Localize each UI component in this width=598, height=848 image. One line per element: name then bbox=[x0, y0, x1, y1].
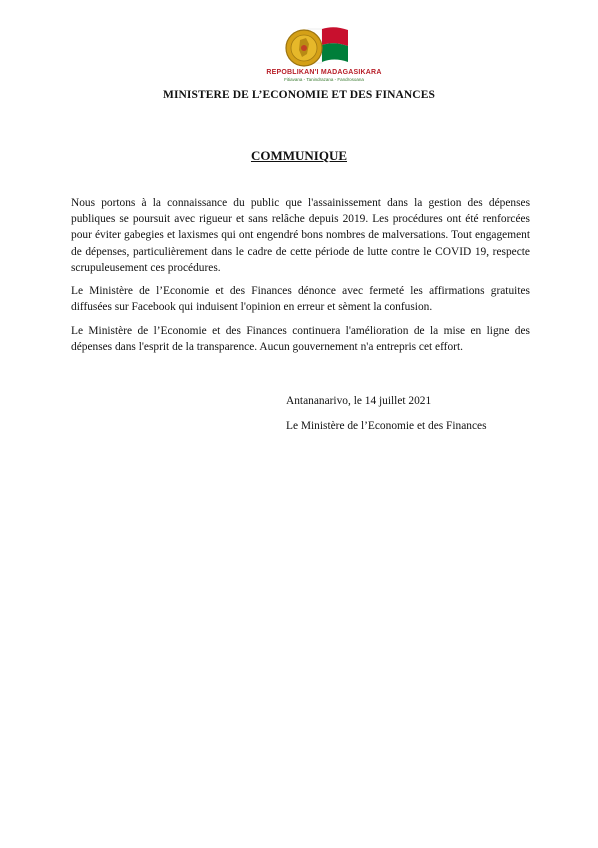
madagascar-seal-and-flag-icon bbox=[256, 24, 392, 70]
paragraph-1: Nous portons à la connaissance du public que l'assainissement dans la gestion des dépenses publiques se poursuit avec rigueur et sans relâche depuis 2019. Les procédures ont été renforcées pour éviter gabegies et laxismes qui ont engendré bons nombres de malversations. Tout engagement de dépenses, particulièrement dans le cadre de cette période de lutte contre le COVID 19, respecte scrupuleusement ces procédures. bbox=[71, 197, 530, 274]
logo-country-name: REPOBLIKAN'I MADAGASIKARA bbox=[266, 69, 382, 76]
logo-motto: Fitiavana - Tanindrazana - Fandrosoana bbox=[284, 77, 364, 82]
place-and-date: Antananarivo, le 14 juillet 2021 bbox=[286, 395, 432, 407]
paragraph-2: Le Ministère de l’Economie et des Finances dénonce avec fermeté les affirmations gratuites diffusées sur Facebook qui induisent l'opinion en erreur et sèment la confusion. bbox=[71, 285, 530, 314]
signatory: Le Ministère de l’Economie et des Finances bbox=[286, 420, 487, 432]
document-title: COMMUNIQUE bbox=[250, 148, 348, 163]
madagascar-emblem-logo bbox=[256, 24, 392, 86]
ministry-heading: MINISTERE DE L’ECONOMIE ET DES FINANCES bbox=[163, 89, 435, 101]
paragraph-3: Le Ministère de l’Economie et des Finances continuera l'amélioration de la mise en ligne des dépenses dans l'esprit de la transparence. Aucun gouvernement n'a entrepris cet effort. bbox=[71, 325, 530, 354]
